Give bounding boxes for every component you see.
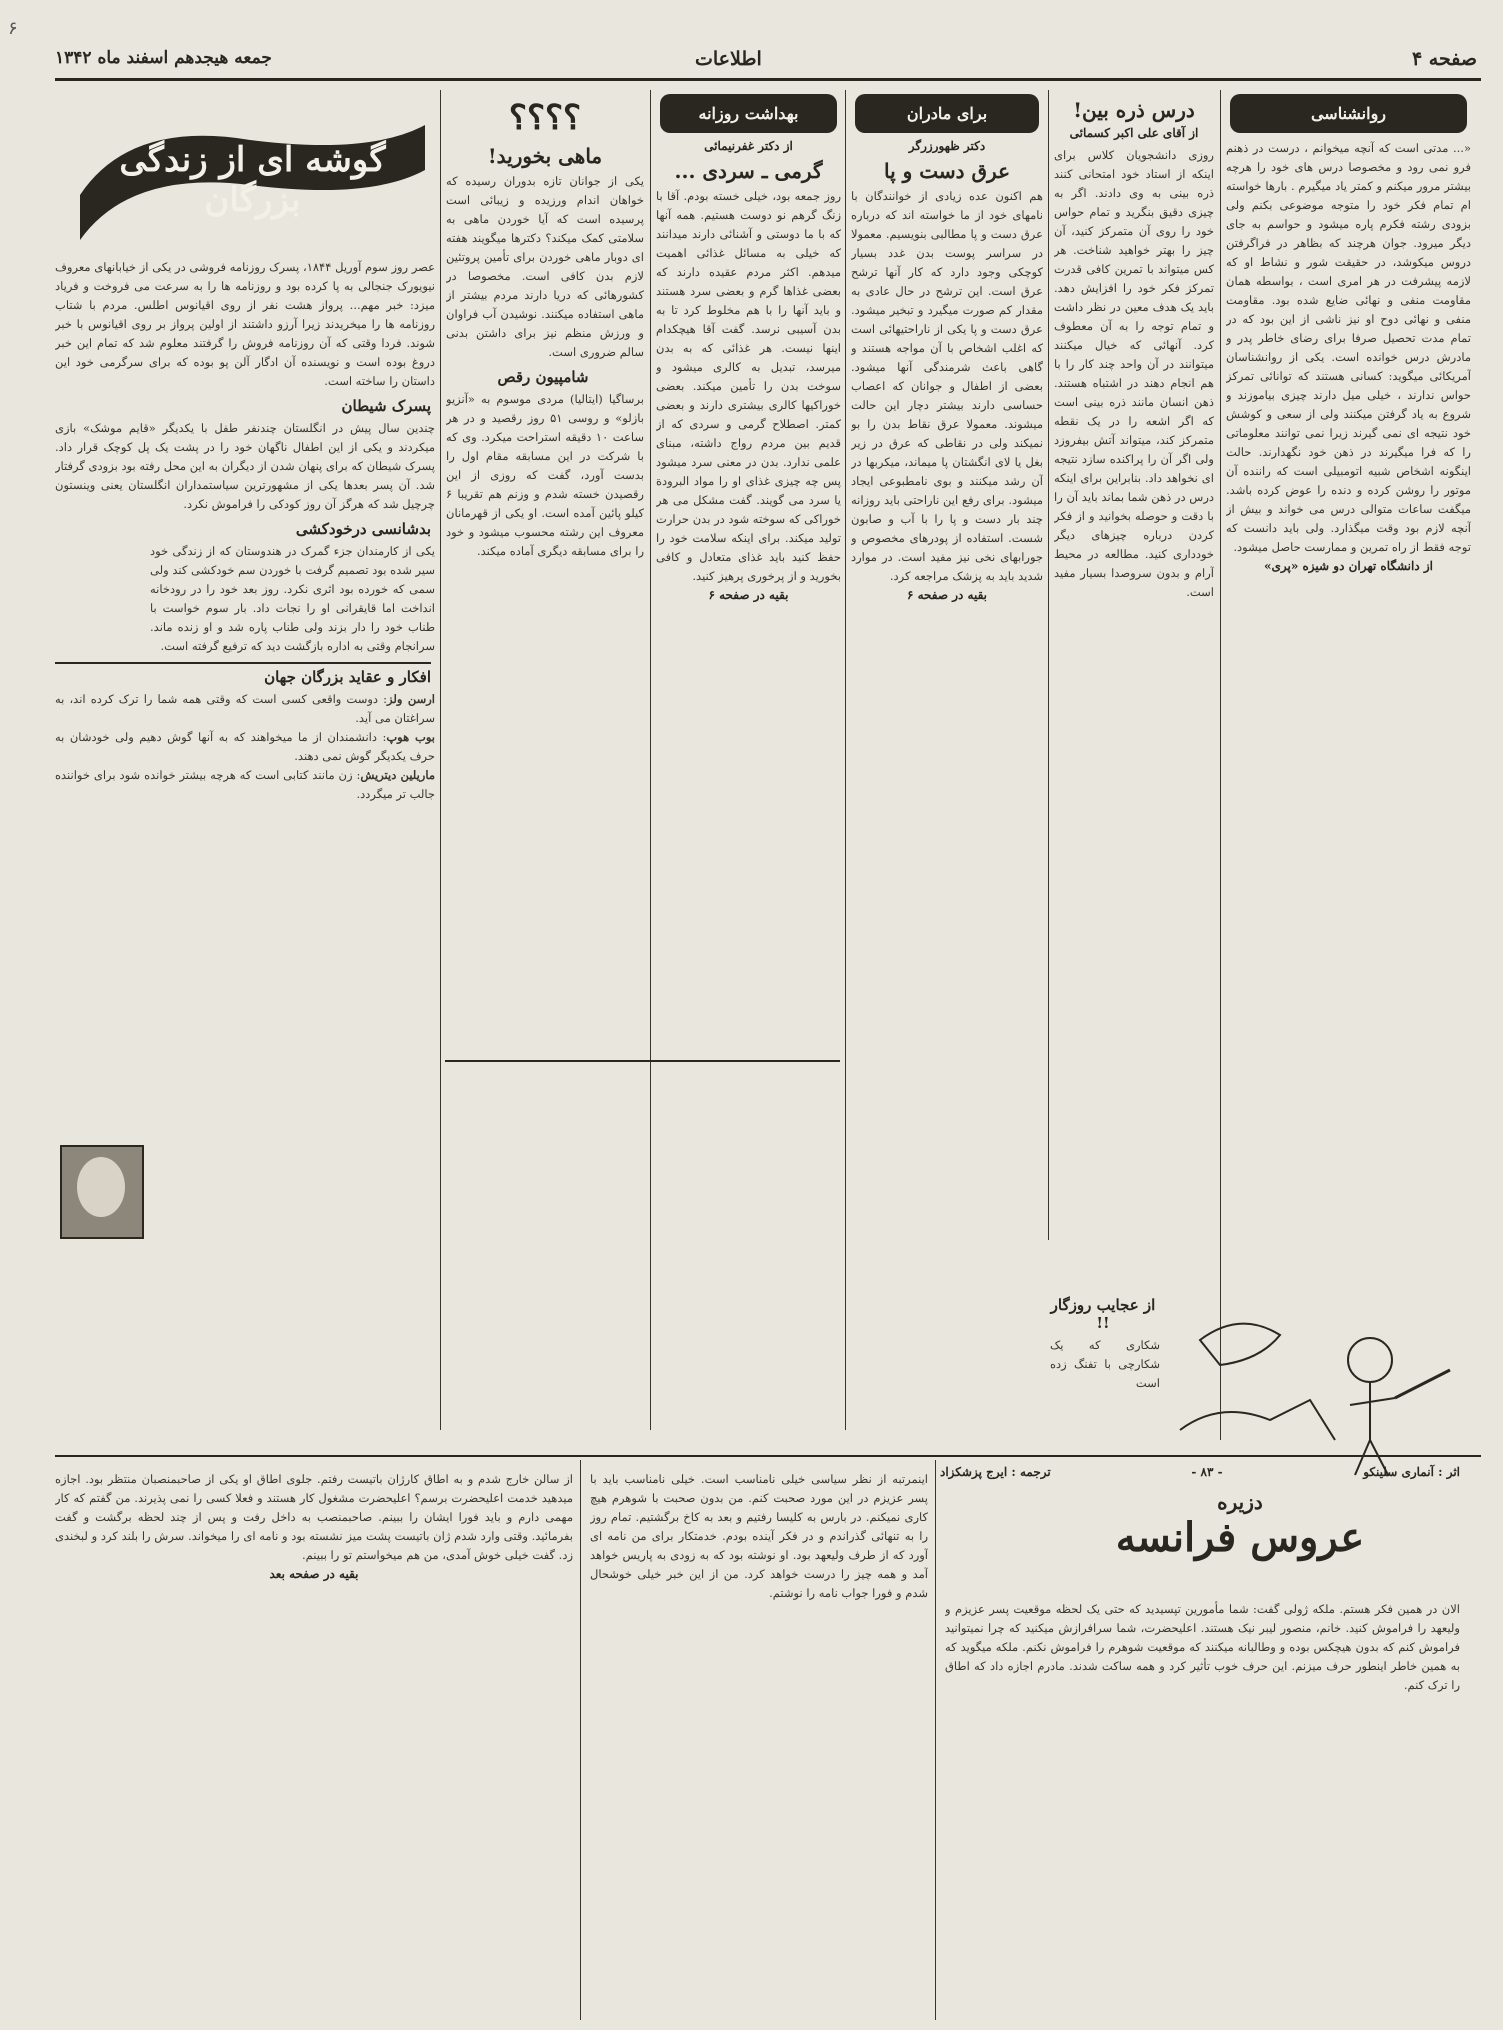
serial-text-3: از سالن خارج شدم و به اطاق کارژان باتیست رفتم. جلوی اطاق او یکی از صاحبمنصبان منتظر بود. اجازه میدهید خدمت اعلیحضرت برسم؟ اعلیحضرت مشغول کار هستند و فعلا کسی را نمی پذیرند. من گفتم که کار مهمی دارم و باید فورا ایشان را ببینم. صاحبمنصب به داخل رفت و پس از چند لحظه برگشت و گفت بفرمائید. وقتی وارد شدم ژان باتیست پشت میز نشسته بود و نامه ای را میخواند. سرش را بلند کرد و لبخندی زد. گفت خیلی خوش آمدی، من هم میخواستم تو را ببینم. — [55, 1472, 573, 1562]
quote-welles: ارسن ولز: دوست واقعی کسی است که وقتی همه شما را ترک کرده اند، به سراغتان می آید. — [55, 692, 435, 725]
naughty-boy-title: پسرک شیطان — [341, 397, 431, 415]
serial-text-1: الان در همین فکر هستم. ملکه ژولی گفت: شما مأمورین تپسیدید که حتی یک لحظه موقعیت پسر عزیزم و ولیعهد را فراموش کنید. خانم، منصور لیبر نیک هستند. اعلیحضرت، شما سرافرازش میکنید که چرا نمیتوانید فراموش کنم که بدون هیچکس بوده و وطالبانه میکنند که موقعیت شوهرم را فراموش نکنم. ملکه میگوید که به همین خاطر اینطور حرف میزنم. این حرف خوب تأثیر کرد و همه ساکت شدند. مادرم اجازه داد که اطاق را ترک کنم. — [945, 1602, 1460, 1692]
sweat-column — [851, 92, 1043, 1422]
lesson-byline: از آقای علی اکبر کسمائی — [1069, 126, 1199, 140]
lesson-title: درس ذره بین! — [1073, 98, 1195, 122]
column-divider — [580, 1460, 581, 2020]
psychology-body: «... مدتی است که آنچه میخوانم ، درست در ذهنم فرو نمی رود و مخصوصا درس های خود را هرچه بیشتر مرور میکنم و کمتر یاد میگیرم . بارها خواسته ام تمام فکر خود را متوجه موضوعی بکنم ولی بزودی رشته فکرم پاره میشود و حواسم به جای دیگر میرود. جوان هرچند که بظاهر در فراگرفتن دروس میکوشد، در حقیقت شور و نشاط او که لازمه پیشرفت در هر امری است ، بواسطه همان مقاومت منفی و نهائی ضایع شده بود. مقاومت منفی و نهائی دوح او نیز ناشی از این بود که در تمام مدت تحصیل صرفا برای رضای خاطر پدر و مادرش درس خوانده است. یکی از روانشناسان آمریکائی میگوید: کسانی هستند که توانائی تمرکز حواس ندارند ، خیلی میل دارند چیزی بیاموزند و شروع به یاد گرفتن میکنند ولی از سعی و کوشش خود نتیجه ای نمی گیرند زیرا نمی توانند معلوماتی را که فرا میگیرند در ذهن خود نگهدارند. حالت اینگونه اشخاص شبیه اتومبیلی است که راننده آن موتور را روشن کرده و دنده را عوض کرده باشد. میگفت ساعات متوالی درس می خواند و بیش از آنچه لازم بود وقت میگذارد. ولی باید دانست که توجه فقط از راه تمرین و ممارست حاصل میشود. — [1226, 141, 1471, 554]
quote-welles-text: دوست واقعی کسی است که وقتی همه شما را ترک کرده اند، به سراغتان می آید. — [55, 692, 435, 725]
page-number: صفحه ۴ — [1411, 48, 1477, 70]
sweat-continued: بقیه در صفحه ۶ — [906, 588, 988, 602]
column-divider — [440, 90, 441, 1430]
health-title: گرمی ـ سردی ... — [674, 159, 823, 183]
naughty-boy-story: چندین سال پیش در انگلستان چندنفر طفل با یکدیگر «قایم موشک» بازی میکردند و یکی از این اطفال ناگهان خود را در پشت یک پل کوچک قرار داد. پسرک شیطان که برای پنهان شدن از دیگران به این محل رفته بود بزودی گرفتار شد. آن پسر بعدها یکی از مشهورترین سیاستمداران انگلستان یعنی وینستون چرچیل شد که هرگز آن روز کودکی را فراموش نکرد. — [55, 421, 435, 511]
fish-column — [446, 92, 644, 1052]
column-divider — [935, 1460, 936, 2020]
quote-welles-name: ارسن ولز — [387, 692, 435, 706]
health-continued: بقیه در صفحه ۶ — [708, 588, 789, 602]
newspaper-name: اطلاعات — [695, 48, 762, 70]
serial-number: - ۸۳ - — [1191, 1465, 1223, 1479]
lesson-column — [1054, 92, 1214, 1272]
banner-title: گوشه ای از زندگی بزرگان — [119, 140, 386, 220]
bad-luck-story: یکی از کارمندان جزء گمرک در هندوستان که از زندگی خود سیر شده بود تصمیم گرفت با خوردن سم خودکشی کند ولی سمی که خورده بود اثری نکرد. روز بعد خود را در رودخانه انداخت اما قایقرانی او را نجات داد. بار سوم خواست با طناب خود را دار بزند ولی طناب پاره شد و او زنده ماند. سرانجام وقتی به اداره بازگشت دید که ترفیع گرفته است. — [150, 544, 435, 653]
great-lives-column — [55, 258, 435, 1448]
serial-header — [940, 1465, 1460, 1479]
great-lives-banner — [70, 100, 435, 250]
lesson-body: روزی دانشجویان کلاس برای اینکه از استاد خود امتحانی کنند ذره بینی به وی دادند. اگر به چیزی دقیق بنگرید و تمام حواس خود را روی آن متمرکز کنید، آن چیز را بهتر خواهید شناخت. هر کس میتواند با تمرین کافی قدرت تمرکز فکر خود را افزایش دهد. باید یک هدف معین در نظر داشت و تمام توجه را به آن معطوف کرد. آنهائی که خیال میکنند میتوانند در آن واحد چند کار را با هم انجام دهند در اشتباه هستند. ذهن انسان مانند ذره بینی است که اگر اشعه را در یک نقطه متمرکز کند، میتواند آتش بیفروزد ولی اگر آن را پراکنده سازد نتیجه ای نخواهد داد. بنابراین برای اینکه درس در ذهن شما بماند باید آن را با دقت و حوصله بخوانید و از فکر کردن درباره چیزهای دیگر خودداری کنید. مطالعه در محیط آرام و بدون سروصدا بسیار مفید است. — [1054, 148, 1214, 599]
fish-body: یکی از جوانان تازه بدوران رسیده که خواهان اندام ورزیده و زیبائی است پرسیده است که آیا خوردن ماهی به سلامتی کمک میکند؟ دکترها میگویند هفته ای دوبار ماهی خوردن برای تأمین پروتئین لازم بدن کافی است. مخصوصا در کشورهائی که دریا دارند مردم بیشتر از ماهی استفاده میکنند. نوشیدن آب فراوان و ورزش منظم نیز برای داشتن بدنی سالم ضروری است. — [446, 174, 644, 359]
hunter-cartoon — [1160, 1280, 1460, 1480]
quote-hope-name: بوب هوپ — [386, 730, 435, 744]
quote-dietrich-name: ماریلین دیتریش — [360, 768, 435, 782]
cartoon-drawing — [1160, 1280, 1460, 1480]
serial-continued: بقیه در صفحه بعد — [269, 1567, 359, 1581]
serial-title — [1020, 1490, 1460, 1561]
portrait-face — [77, 1157, 125, 1217]
serial-text-2: اینمرتبه از نظر سیاسی خیلی نامناسب است. خیلی نامناسب باید با پسر عزیزم در این مورد صحبت کنم. من بدون صحبت با شوهرم هیچ کاری نمیکنم. در بارس به کلیسا رفتیم و بعد به کاخ برگشتیم. تمام روز را به تنهائی گذراندم و در فکر آینده بودم. خدمتکار برای من نامه ای آورد که از طرف ولیعهد بود. او نوشته بود که به زودی به پاریس خواهد آمد و همه چیز را درست خواهد کرد. من از این خبر خیلی خوشحال شدم و فورا جواب نامه را نوشتم. — [590, 1472, 928, 1600]
issue-date: جمعه هیجدهم اسفند ماه ۱۳۴۲ — [55, 48, 272, 68]
question-marks: ؟؟؟؟ — [508, 98, 582, 138]
quotes-title: افکار و عقاید بزرگان جهان — [55, 662, 431, 686]
column-divider — [1220, 90, 1221, 1440]
fish-title: ماهی بخورید! — [487, 144, 603, 168]
health-logo: بهداشت روزانه — [660, 94, 837, 133]
serial-translator: ترجمه : ایرج پزشکزاد — [940, 1465, 1051, 1479]
oddity-title: از عجایب روزگار !! — [1050, 1296, 1156, 1332]
column-divider — [650, 90, 651, 1430]
corner-mark: ۶ — [8, 18, 18, 39]
serial-col-3 — [55, 1470, 573, 2020]
column-divider — [845, 90, 846, 1430]
sweat-byline: دکتر ظهورزرگر — [908, 139, 986, 153]
serial-col-1 — [945, 1600, 1460, 2020]
serial-title-small: دزیره — [1217, 1490, 1263, 1514]
newsboy-story: عصر روز سوم آوریل ۱۸۴۴، پسرک روزنامه فروشی در یکی از خیابانهای معروف نیویورک جنجالی به پا کرده بود و روزنامه ها را به سرعت می فروخت و فریاد میزد: خبر مهم... پرواز هشت نفر از روی اقیانوس اطلس. مردم با شتاب روزنامه ها را میخریدند زیرا آرزو داشتند از اولین پرواز بر روی اقیانوس با خبر شوند. فردا وقتی که آن روزنامه فروش را گرفتند معلوم شد که تمام این خبر دروغ بوده است و نویسنده آن ادگار آلن پو بوده که برای سرگرمی خود این داستان را ساخته است. — [55, 260, 435, 388]
health-body: روز جمعه بود، خیلی خسته بودم. آقا با زنگ گرهم نو دوست هستیم. همه آنها که با ما دوستی و آشنائی دارند میدانند که خیلی به مسائل غذائی اهمیت میدهم. اکثر مردم عقیده دارند که بعضی غذاها گرم و بعضی سرد هستند و باید آنها را با هم مخلوط کرد تا به بدن آسیبی نرسد. گفت آقا هیچکدام اینها نیست. هر غذائی که به بدن میرسد، تبدیل به کالری میشود و سوخت بدن را تأمین میکند. بعضی خوراکیها کالری بیشتری دارند و بعضی کمتر. اصطلاح گرمی و سردی که از قدیم بین مردم رواج داشته، مبنای علمی ندارد. بدن در معنی سرد میشود پس چه چیزی غذای او را مواد البرودة یا سرد می گویند. گفت مشکل می هر خوراکی که سوخته شود در بدن حرارت تولید میکند. برای اینکه سلامت خود را حفظ کنید باید غذای متعادل و کافی بخورید و از پرخوری پرهیز کنید. — [656, 189, 841, 583]
psychology-logo: روانشناسی — [1230, 94, 1467, 133]
bad-luck-title: بدشانسی درخودکشی — [295, 520, 431, 538]
dance-title: شامپیون رقص — [497, 368, 589, 386]
quote-hope-text: دانشمندان از ما میخواهند که به آنها گوش دهیم ولی خودشان به حرف یکدیگر گوش نمی دهند. — [55, 730, 435, 763]
serial-title-big: عروس فرانسه — [1115, 1514, 1365, 1561]
psychology-footer: از دانشگاه تهران دو شیزه «پری» — [1263, 559, 1434, 573]
serial-col-2 — [590, 1470, 928, 2020]
sweat-body: هم اکنون عده زیادی از خوانندگان با نامهای خود از ما خواسته اند که درباره عرق دست و پا مطالبی بنویسیم. معمولا در سراسر پوست بدن غدد بسیار کوچکی وجود دارد که کار آنها ترشح عرق است. این ترشح در حال عادی به مقدار کم صورت میگیرد و تبخیر میشود. عرق دست و پا یکی از ناراحتیهائی است که اغلب اشخاص با آن مواجه هستند و گاهی باعث شرمندگی آنها میشود. بعضی از اطفال و جوانان که اعصاب حساسی دارند بیشتر دچار این حالت میشوند. معمولا عرق نقاط بدن را بو نمیکند ولی در نقاطی که عرق در زیر بغل یا لای انگشتان پا میماند، میکربها در آن رشد میکنند و بوی نامطبوعی ایجاد میشود. برای رفع این ناراحتی باید روزانه چند بار دست و پا را با آب و صابون شست. استفاده از پودرهای مخصوص و جورابهای نخی نیز مفید است. در موارد شدید باید به پزشک مراجعه کرد. — [851, 189, 1043, 583]
health-column — [656, 92, 841, 1422]
author-photo — [60, 1145, 144, 1239]
mothers-logo: برای مادران — [855, 94, 1039, 133]
psychology-column — [1226, 92, 1471, 1452]
dance-body: برساگیا (ایتالیا) مردی موسوم به «آنزیو بازلو» و روسی ۵۱ روز رقصید و در هر ساعت ۱۰ دقیقه استراحت میکرد. وی که با شرکت در این مسابقه مقام اول را بدست آورد، گفت که روزی از این رقصیدن خسته شدم و وزنم هم تقریبا ۶ کیلو پائین آمده است. او یکی از قهرمانان معروف این رشته محسوب میشود و خود را برای مسابقه دیگری آماده میکند. — [446, 392, 644, 558]
page-header — [55, 38, 1495, 78]
quote-dietrich: ماریلین دیتریش: زن مانند کتابی است که هرچه بیشتر خوانده شود برای خواننده جالب تر میگردد. — [55, 768, 435, 801]
header-rule — [55, 78, 1481, 81]
oddity-box — [1050, 1290, 1160, 1393]
health-byline: از دکتر غفرنیمائی — [704, 139, 793, 153]
quote-hope: بوب هوپ: دانشمندان از ما میخواهند که به آنها گوش دهیم ولی خودشان به حرف یکدیگر گوش نمی دهند. — [55, 730, 435, 763]
column-divider — [1048, 90, 1049, 1240]
quote-dietrich-text: زن مانند کتابی است که هرچه بیشتر خوانده شود برای خواننده جالب تر میگردد. — [55, 768, 435, 801]
serial-author: اثر : آنماری سلینکو — [1363, 1465, 1460, 1479]
sweat-title: عرق دست و پا — [884, 159, 1010, 183]
oddity-caption: شکاری که یک شکارچی با تفنگ زده است — [1050, 1338, 1160, 1390]
